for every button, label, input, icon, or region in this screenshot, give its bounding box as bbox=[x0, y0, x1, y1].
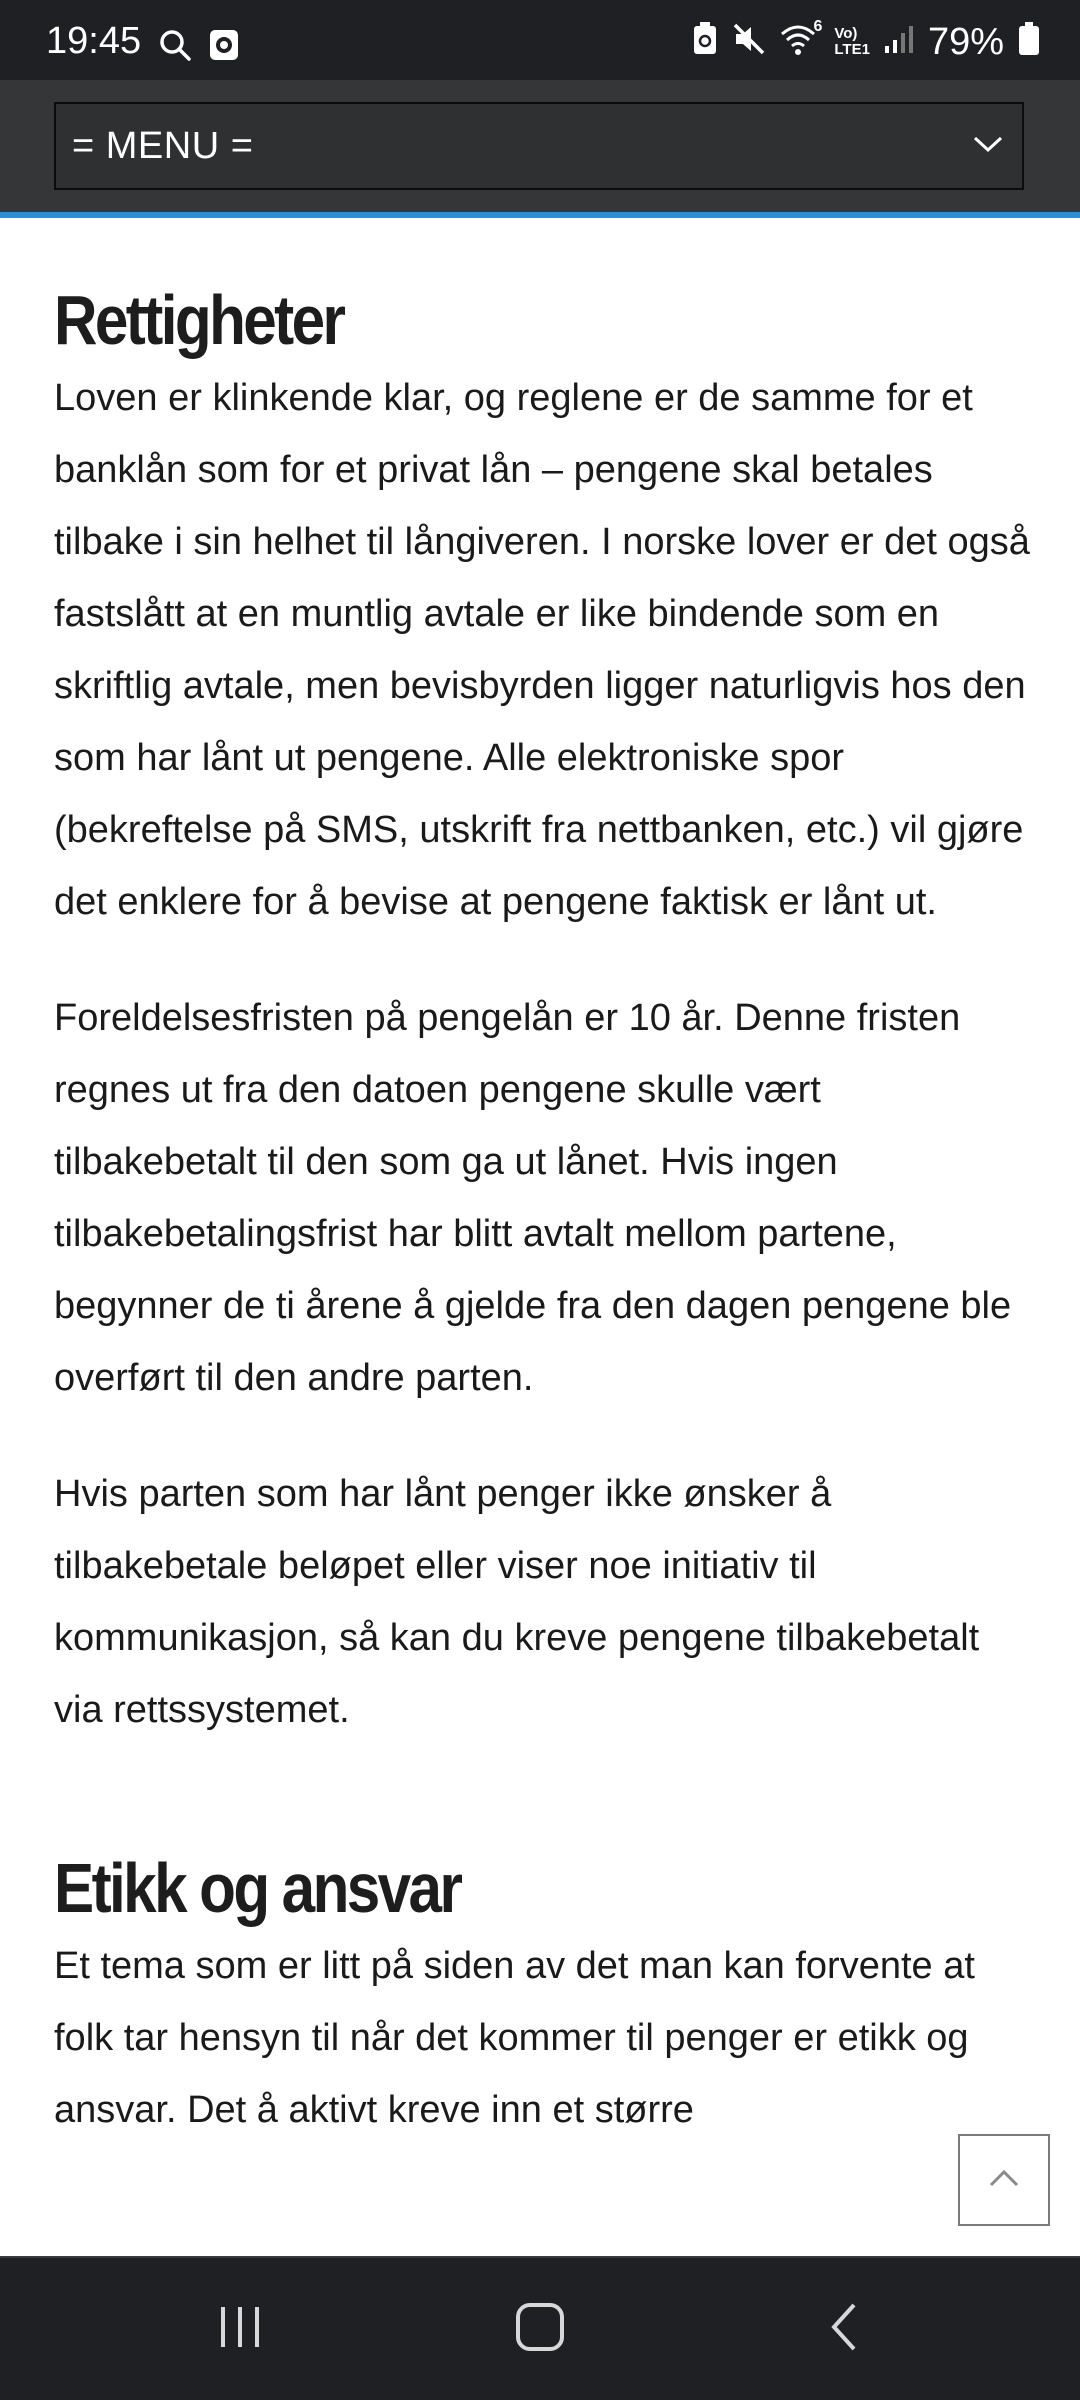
wifi-badge: 6 bbox=[813, 18, 823, 35]
recent-apps-button[interactable] bbox=[180, 2284, 300, 2374]
home-button[interactable] bbox=[480, 2284, 600, 2374]
menu-label: = MENU = bbox=[72, 124, 254, 167]
recycle-battery-icon bbox=[692, 22, 718, 61]
status-bar bbox=[0, 0, 1080, 80]
back-icon bbox=[824, 2301, 864, 2358]
chevron-up-icon bbox=[987, 2167, 1021, 2194]
status-time: 19:45 bbox=[46, 20, 142, 62]
paragraph: Foreldelsesfristen på pengelån er 10 år. Denne fristen regnes ut fra den datoen pengene skulle vært tilbakebetalt til den som ga ut lånet. Hvis ingen tilbakebetalingsfrist har blitt avtalt mellom partene, begynner de ti årene å gjelde fra den dagen pengene ble overført til den andre parten. bbox=[54, 997, 1012, 1399]
chevron-down-icon bbox=[972, 134, 1004, 159]
signal-icon bbox=[884, 24, 914, 59]
wifi-6-icon bbox=[780, 18, 823, 61]
paragraph: Hvis parten som har lånt penger ikke ønsker å tilbakebetale beløpet eller viser noe initiativ til kommunikasjon, så kan du kreve pengene tilbakebetalt via rettssystemet. bbox=[54, 1473, 980, 1731]
home-icon bbox=[514, 2301, 566, 2358]
back-button[interactable] bbox=[784, 2284, 904, 2374]
back-to-top-button[interactable] bbox=[958, 2134, 1050, 2226]
screen-record-icon bbox=[208, 28, 240, 67]
mute-icon bbox=[732, 22, 766, 61]
article-content bbox=[54, 218, 1034, 2146]
volte-line2: LTE1 bbox=[834, 40, 870, 58]
battery-percent: 79% bbox=[927, 20, 1004, 63]
section-title: Rettigheter bbox=[54, 281, 344, 359]
menu-dropdown[interactable] bbox=[54, 102, 1024, 190]
paragraph: Loven er klinkende klar, og reglene er de samme for et banklån som for et privat lån – pengene skal betales tilbake i sin helhet til långiveren. I norske lover er det også fastslått at en muntlig avtale er like bindende som en skriftlig avtale, men bevisbyrden ligger naturligvis hos den som har lånt ut pengene. Alle elektroniske spor (bekreftelse på SMS, utskrift fra nettbanken, etc.) vil gjøre det enklere for å bevise at pengene faktisk er lånt ut. bbox=[54, 377, 1030, 923]
system-nav-bar bbox=[0, 2256, 1080, 2400]
battery-icon bbox=[1018, 22, 1040, 61]
search-icon bbox=[158, 28, 192, 67]
volte-icon bbox=[834, 26, 870, 58]
paragraph: Et tema som er litt på siden av det man kan forvente at folk tar hensyn til når det kommer til penger er etikk og ansvar. Det å aktivt kreve inn et større bbox=[54, 1945, 975, 2131]
recent-apps-icon bbox=[215, 2302, 265, 2357]
section-title: Etikk og ansvar bbox=[54, 1849, 461, 1927]
volte-line1: Vo) bbox=[834, 24, 858, 42]
site-header bbox=[0, 80, 1080, 218]
